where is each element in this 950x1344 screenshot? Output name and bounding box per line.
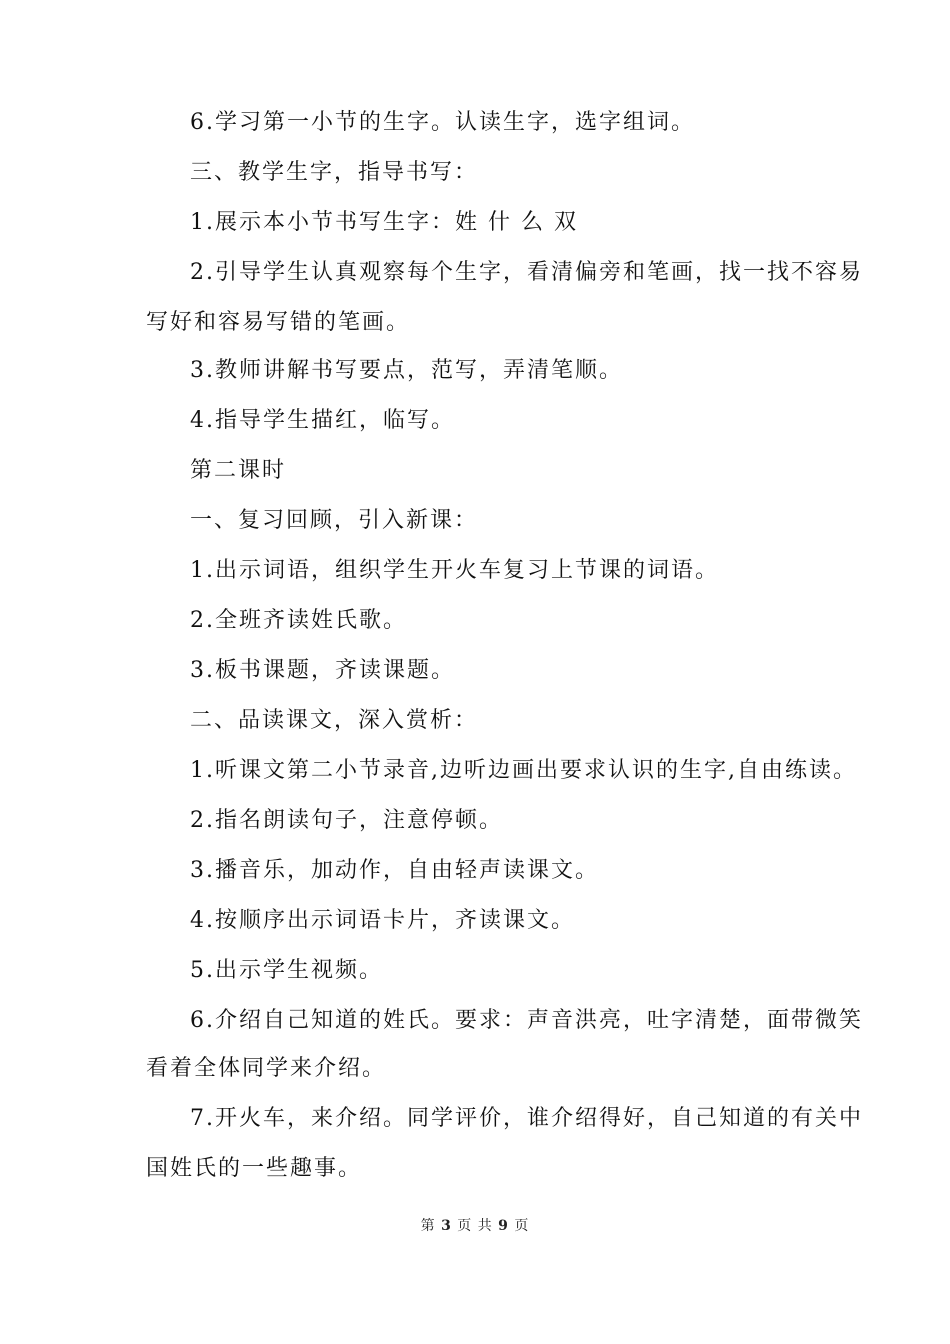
- paragraph-line-continued: 国姓氏的一些趣事。: [146, 1156, 363, 1181]
- paragraph-line: 6.介绍自己知道的姓氏。要求：声音洪亮，吐字清楚，面带微笑: [190, 1008, 863, 1033]
- section-heading: 三、教学生字，指导书写：: [190, 160, 479, 185]
- paragraph-line-continued: 看着全体同学来介绍。: [146, 1056, 387, 1081]
- paragraph-line: 2.引导学生认真观察每个生字，看清偏旁和笔画，找一找不容易: [190, 260, 863, 285]
- paragraph-line: 5.出示学生视频。: [190, 958, 383, 983]
- paragraph-line: 2.指名朗读句子，注意停顿。: [190, 808, 503, 833]
- paragraph-line: 3.教师讲解书写要点，范写，弄清笔顺。: [190, 358, 623, 383]
- section-heading: 一、复习回顾，引入新课：: [190, 508, 479, 533]
- paragraph-line: 1.听课文第二小节录音,边听边画出要求认识的生字,自由练读。: [190, 758, 857, 783]
- paragraph-line: 4.按顺序出示词语卡片，齐读课文。: [190, 908, 575, 933]
- footer-suffix: 页: [514, 1218, 530, 1234]
- footer-middle: 页 共: [457, 1218, 493, 1234]
- paragraph-line: 1.展示本小节书写生字：姓 什 么 双: [190, 210, 578, 235]
- paragraph-line: 3.板书课题，齐读课题。: [190, 658, 455, 683]
- paragraph-line: 3.播音乐，加动作，自由轻声读课文。: [190, 858, 599, 883]
- paragraph-line: 7.开火车，来介绍。同学评价，谁介绍得好，自己知道的有关中: [190, 1106, 863, 1131]
- paragraph-line: 2.全班齐读姓氏歌。: [190, 608, 407, 633]
- page-footer: [0, 1216, 950, 1236]
- footer-prefix: 第: [420, 1218, 436, 1234]
- lesson-heading: 第二课时: [190, 458, 287, 483]
- footer-page-number: 3: [441, 1218, 452, 1234]
- paragraph-line: 6.学习第一小节的生字。认读生字，选字组词。: [190, 110, 695, 135]
- paragraph-line: 4.指导学生描红，临写。: [190, 408, 455, 433]
- paragraph-line: 1.出示词语，组织学生开火车复习上节课的词语。: [190, 558, 719, 583]
- section-heading: 二、品读课文，深入赏析：: [190, 708, 479, 733]
- footer-total-pages: 9: [498, 1218, 509, 1234]
- paragraph-line-continued: 写好和容易写错的笔画。: [146, 310, 411, 335]
